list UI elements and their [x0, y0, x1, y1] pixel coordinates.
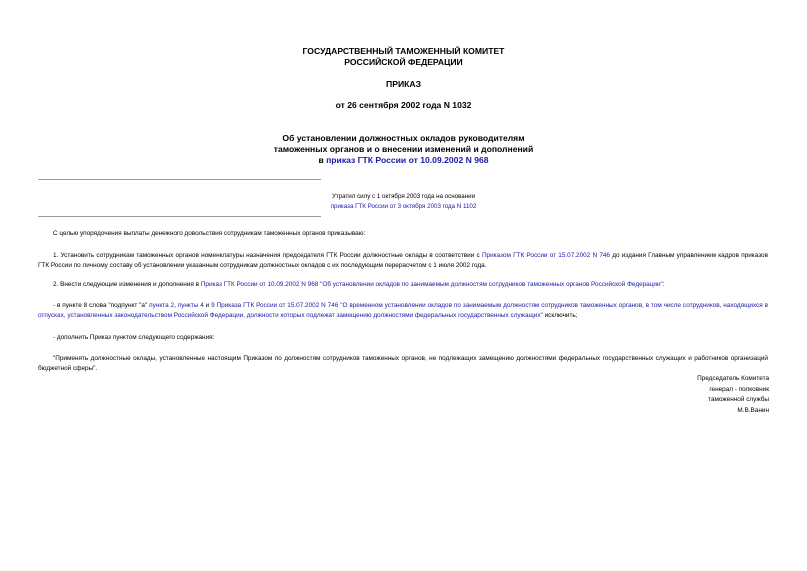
paragraph-1 [38, 251, 768, 271]
status-note-link[interactable]: приказа ГТК России от 3 октября 2003 года N 1102 [330, 203, 477, 210]
signature-service: таможенной службы [708, 396, 769, 403]
p3-text-a: - в пункте 8 слова "подпункт "а" [53, 302, 150, 309]
org-name-line1: ГОСУДАРСТВЕННЫЙ ТАМОЖЕННЫЙ КОМИТЕТ [302, 46, 505, 56]
document-title-line3 [0, 155, 807, 166]
p3-sep2: и [203, 302, 212, 309]
document-title-line1: Об установлении должностных окладов руководителям [282, 133, 525, 143]
p3-link-point-2[interactable]: пункта 2 [149, 302, 175, 309]
document-title-line2: таможенных органов и о внесении изменений и дополнений [273, 144, 534, 154]
p3-link-order-746[interactable]: 9 Приказа ГТК России от 15.07.2002 N 746 "О временном установлении окладов по занимаемым должностям сотрудников таможенных органов, в том числе сотрудников, находящихся в отпусках, установленных законодательством Российской Федерации, должности которых подлежат замещению должностями федеральных государственных служащих" [38, 302, 769, 319]
signature-rank: генерал - полковник [709, 385, 769, 393]
paragraph-4: - дополнить Приказ пунктом следующего содержания: [53, 334, 215, 341]
status-note-text: Утратил силу с 1 октября 2003 года на основании [331, 193, 476, 200]
p1-text-b: до издания Главным управлением кадров приказов ГТК России по личному составу об установлении указанным сотрудникам должностных окладов с их последующим перерасчетом с 1 июля 2002 года. [38, 252, 769, 269]
paragraph-5: "Применять должностные оклады, установленные настоящим Приказом по должностям сотрудников таможенных органов, не подлежащих замещению должностями федеральных государственных служащих и работников организаций бюджетной сферы". [38, 355, 768, 372]
signature-block [569, 374, 769, 416]
status-note-line2 [0, 202, 807, 212]
p1-link-order-746[interactable]: Приказом ГТК России от 15.07.2002 N 746 [481, 252, 610, 259]
p3-sep1: , [174, 302, 178, 309]
signature-name: М.В.Ванин [737, 406, 769, 414]
p2-text-b: : [662, 281, 665, 288]
top-separator [38, 179, 321, 180]
intro-paragraph: С целью упорядочения выплаты денежного довольствия сотрудникам таможенных органов приказываю: [53, 230, 366, 237]
signature-position: Председатель Комитета [697, 375, 769, 382]
p1-text-a: 1. Установить сотрудникам таможенных органов номенклатуры назначения председателя ГТК России должностные оклады в соответствии с [53, 252, 482, 259]
paragraph-3 [38, 301, 768, 321]
p2-link-order-968[interactable]: Приказ ГТК России от 10.09.2002 N 968 "Об установлении окладов по занимаемым должностям сотрудников таможенных органов Российской Федерации" [200, 281, 663, 288]
document-date-number: от 26 сентября 2002 года N 1032 [335, 100, 472, 110]
paragraph-2 [53, 280, 665, 290]
p3-text-b: исключить; [542, 312, 578, 319]
org-name-line2: РОССИЙСКОЙ ФЕДЕРАЦИИ [344, 57, 463, 67]
document-type: ПРИКАЗ [386, 79, 421, 89]
p2-text-a: 2. Внести следующие изменения и дополнения в [53, 281, 201, 288]
bottom-separator [38, 216, 321, 217]
title-prefix: в [318, 155, 327, 165]
title-link-order-968[interactable]: приказ ГТК России от 10.09.2002 N 968 [326, 155, 489, 165]
p3-link-points-4[interactable]: пункты 4 [177, 302, 204, 309]
